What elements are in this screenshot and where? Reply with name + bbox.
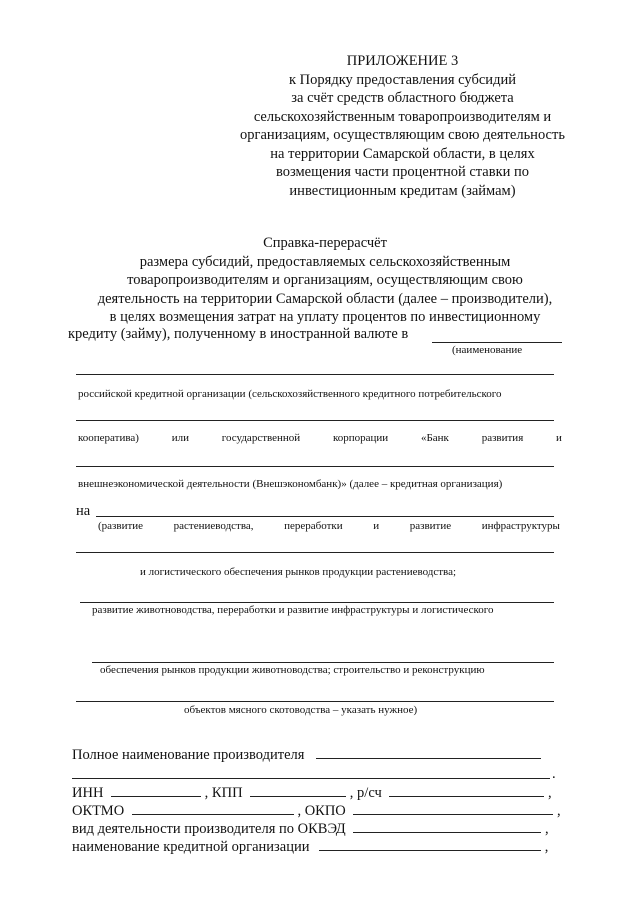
hint-livestock-logistics: обеспечения рынков продукции животноводства; строительство и реконструкцию: [100, 664, 485, 676]
bank-name-row: [72, 838, 548, 856]
producer-name-label: Полное наименование производителя: [72, 747, 305, 763]
hint-word: и: [373, 520, 380, 532]
appendix-line: к Порядку предоставления субсидий: [289, 71, 516, 88]
document-title: Справка-перерасчёт: [263, 235, 387, 251]
hint-veb-line: внешнеэкономической деятельности (Внешэкономбанк)» (далее – кредитная организация): [78, 478, 503, 490]
document-line: товаропроизводителям и организациям, осуществляющим свою: [127, 272, 523, 288]
hint-crop-row: [98, 520, 560, 532]
fill-line[interactable]: [80, 602, 554, 603]
hint-word: растениеводства,: [173, 520, 254, 532]
hint-word: развитие: [409, 520, 452, 532]
label-na: на: [76, 503, 91, 519]
bank-fill-line[interactable]: [432, 342, 562, 343]
hint-word: кооператива): [78, 432, 139, 444]
appendix-line: на территории Самарской области, в целях: [270, 145, 535, 162]
document-line: в целях возмещения затрат на уплату процентов по инвестиционному: [109, 309, 541, 325]
appendix-line: организациям, осуществляющим свою деятельность: [240, 127, 565, 143]
document-line: размера субсидий, предоставляемых сельскохозяйственным: [139, 253, 511, 270]
fill-line[interactable]: [76, 701, 554, 702]
okpo-field[interactable]: [353, 802, 553, 815]
hint-word: «Банк: [420, 432, 449, 444]
producer-name-continuation-field[interactable]: [72, 778, 550, 779]
hint-word: (развитие: [98, 520, 144, 532]
bank-name-label: наименование кредитной организации: [72, 839, 310, 855]
hint-word: инфраструктуры: [481, 520, 560, 532]
hint-word: развития: [481, 432, 524, 444]
appendix-title: ПРИЛОЖЕНИЕ 3: [346, 53, 459, 69]
hint-livestock-line: развитие животноводства, переработки и развитие инфраструктуры и логистического: [92, 604, 494, 616]
inn-field[interactable]: [111, 784, 201, 797]
punctuation: ,: [557, 803, 561, 819]
okved-field[interactable]: [353, 820, 541, 833]
hint-word: или: [171, 432, 189, 444]
account-field[interactable]: [389, 784, 544, 797]
oktmo-field[interactable]: [132, 802, 294, 815]
hint-bank-line: российской кредитной организации (сельскохозяйственного кредитного потребительского: [78, 388, 502, 400]
punctuation: ,: [544, 839, 549, 855]
punctuation: ,: [548, 785, 552, 801]
fill-line[interactable]: [76, 552, 554, 553]
fill-line[interactable]: [76, 374, 554, 375]
kpp-field[interactable]: [250, 784, 346, 797]
hint-word: переработки: [284, 520, 343, 532]
inn-label: ИНН: [72, 785, 104, 801]
document-line-currency: кредиту (займу), полученному в иностранной валюте в: [68, 326, 409, 342]
okved-label: вид деятельности производителя по ОКВЭД: [72, 821, 346, 837]
appendix-line: возмещения части процентной ставки по: [275, 164, 530, 180]
document-line: деятельность на территории Самарской области (далее – производители),: [97, 290, 553, 307]
hint-word: корпорации: [332, 432, 389, 444]
document-title-block: [60, 234, 590, 327]
fill-line[interactable]: [92, 662, 554, 663]
appendix-line: инвестиционным кредитам (займам): [289, 182, 516, 199]
appendix-header: [230, 52, 575, 200]
fill-line[interactable]: [76, 466, 554, 467]
hint-naming: (наименование: [452, 344, 523, 356]
producer-name-field[interactable]: [316, 746, 541, 759]
hint-word: и: [556, 432, 562, 444]
okved-row: [72, 820, 549, 838]
account-label: , р/сч: [349, 785, 382, 801]
fill-line[interactable]: [76, 420, 554, 421]
punctuation: ,: [544, 821, 549, 837]
appendix-line: за счёт средств областного бюджета: [291, 90, 514, 106]
hint-crop-logistics: и логистического обеспечения рынков продукции растениеводства;: [140, 566, 457, 578]
hint-coop-row: [78, 432, 562, 444]
hint-word: государственной: [221, 432, 301, 444]
inn-kpp-row: [72, 784, 552, 802]
hint-meat-line: объектов мясного скотоводства – указать нужное): [184, 704, 418, 716]
oktmo-okpo-row: [72, 802, 561, 820]
oktmo-label: ОКТМО: [72, 803, 125, 819]
appendix-line: сельскохозяйственным товаропроизводителям и: [253, 108, 552, 125]
producer-name-row: [72, 746, 541, 764]
bank-name-field[interactable]: [319, 838, 541, 851]
fill-line[interactable]: [96, 516, 554, 517]
punctuation: .: [552, 766, 556, 782]
okpo-label: , ОКПО: [297, 803, 346, 819]
kpp-label: , КПП: [204, 785, 243, 801]
